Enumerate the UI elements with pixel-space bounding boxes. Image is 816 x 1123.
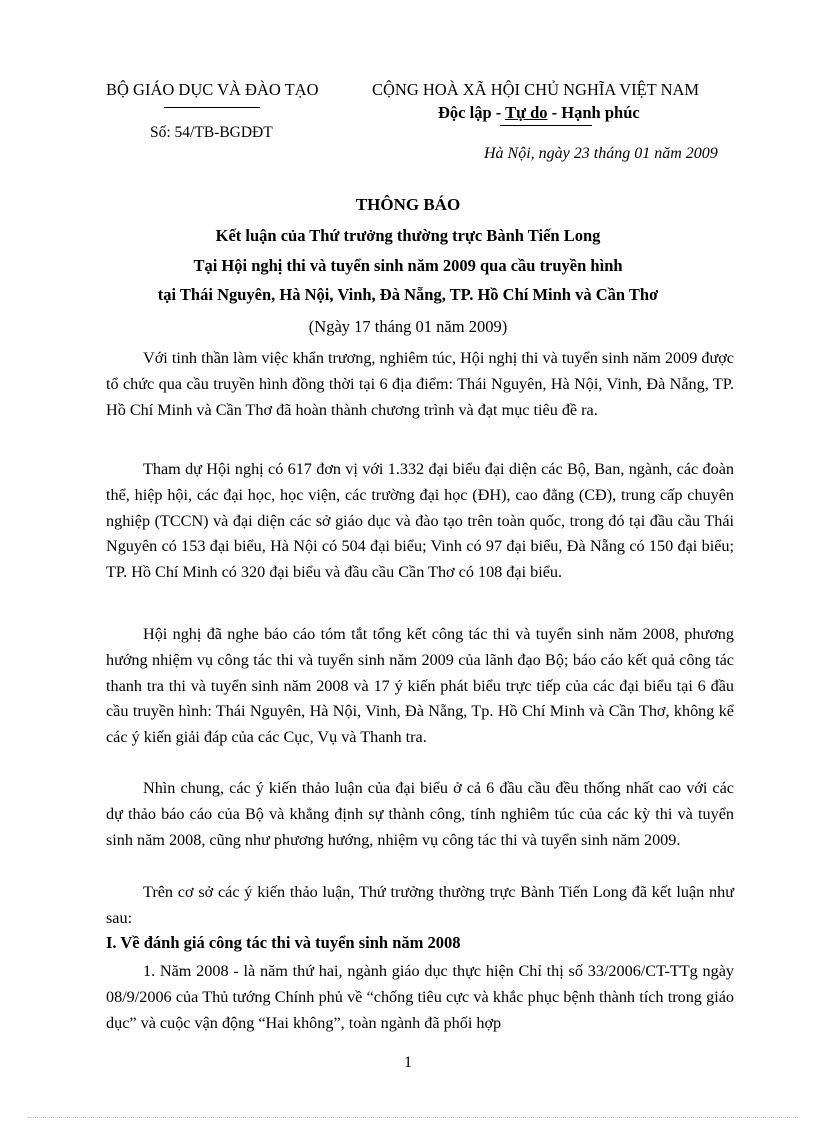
ministry-underline [164, 107, 260, 108]
motto-happiness: Hạnh phúc [561, 103, 640, 122]
paragraph-attendance: Tham dự Hội nghị có 617 đơn vị với 1.332 đại biểu đại diện các Bộ, Ban, ngành, các đoàn thể, hiệp hội, các đại học, học viện, các trường đại học (ĐH), cao đẳng (CĐ), trung cấp chuyên nghiệp (TCCN) và đại diện các sở giáo dục và đào tạo trên toàn quốc, trong đó tại đầu cầu Thái Nguyên có 153 đại biểu, Hà Nội có 504 đại biểu; Vinh có 97 đại biểu, Đà Nẵng có 150 đại biểu; TP. Hồ Chí Minh có 320 đại biểu và đầu cầu Cần Thơ có 108 đại biểu. [106, 460, 734, 582]
paragraph-conclusion-intro: Trên cơ sở các ý kiến thảo luận, Thứ trưởng thường trực Bành Tiến Long đã kết luận như sau: [106, 883, 734, 927]
motto-separator: - [547, 103, 562, 122]
paragraph-reports: Hội nghị đã nghe báo cáo tóm tắt tổng kết công tác thi và tuyển sinh năm 2008, phương hướng nhiệm vụ công tác thi và tuyển sinh năm 2009 của lãnh đạo Bộ; báo cáo kết quả công tác thanh tra thi và tuyển sinh năm 2008 và 17 ý kiến phát biểu trực tiếp của các đại biểu tại 6 đầu cầu truyền hình: Thái Nguyên, Hà Nội, Vinh, Đà Nẵng, Tp. Hồ Chí Minh và Cần Thơ, không kể các ý kiến giải đáp của các Cục, Vụ và Thanh tra. [106, 625, 734, 747]
motto-independence: Độc lập [438, 103, 492, 122]
ministry-name: BỘ GIÁO DỤC VÀ ĐÀO TẠO [106, 80, 319, 99]
conference-date: (Ngày 17 tháng 01 năm 2009) [308, 317, 508, 336]
motto-separator: - [491, 103, 506, 122]
document-title: THÔNG BÁO [355, 195, 461, 214]
page-bottom-divider [28, 1117, 798, 1118]
document-number: Số: 54/TB-BGDĐT [150, 124, 273, 141]
paragraph-consensus: Nhìn chung, các ý kiến thảo luận của đại biểu ở cả 6 đầu cầu đều thống nhất cao với các dự thảo báo cáo của Bộ và khẳng định sự thành công, tính nghiêm túc của các kỳ thi và tuyển sinh năm 2008, cũng như phương hướng, nhiệm vụ công tác thi và tuyển sinh năm 2009. [106, 779, 734, 849]
motto-underline [500, 125, 592, 126]
national-motto [438, 103, 640, 123]
paragraph-item-1: 1. Năm 2008 - là năm thứ hai, ngành giáo dục thực hiện Chỉ thị số 33/2006/CT-TTg ngày 08/9/2006 của Thủ tướng Chính phủ về “chống tiêu cực và khắc phục bệnh thành tích trong giáo dục” và cuộc vận động “Hai không”, toàn ngành đã phối hợp [106, 962, 734, 1032]
page-number: 1 [404, 1054, 412, 1071]
title-line-1: Kết luận của Thứ trưởng thường trực Bành Tiến Long [215, 226, 601, 245]
paragraph-intro: Với tinh thần làm việc khẩn trương, nghiêm túc, Hội nghị thi và tuyển sinh năm 2009 được tổ chức qua cầu truyền hình đồng thời tại 6 địa điểm: Thái Nguyên, Hà Nội, Vinh, Đà Nẵng, TP. Hồ Chí Minh và Cần Thơ đã hoàn thành chương trình và đạt mục tiêu đề ra. [106, 349, 734, 419]
motto-freedom: Tự do [505, 103, 548, 122]
title-line-2: Tại Hội nghị thi và tuyển sinh năm 2009 qua cầu truyền hình [193, 256, 623, 275]
section-heading-1: I. Về đánh giá công tác thi và tuyển sinh năm 2008 [106, 933, 461, 952]
title-line-3: tại Thái Nguyên, Hà Nội, Vinh, Đà Nẵng, TP. Hồ Chí Minh và Cần Thơ [157, 285, 659, 304]
place-date: Hà Nội, ngày 23 tháng 01 năm 2009 [484, 145, 718, 162]
nation-name: CỘNG HOÀ XÃ HỘI CHỦ NGHĨA VIỆT NAM [372, 80, 700, 99]
